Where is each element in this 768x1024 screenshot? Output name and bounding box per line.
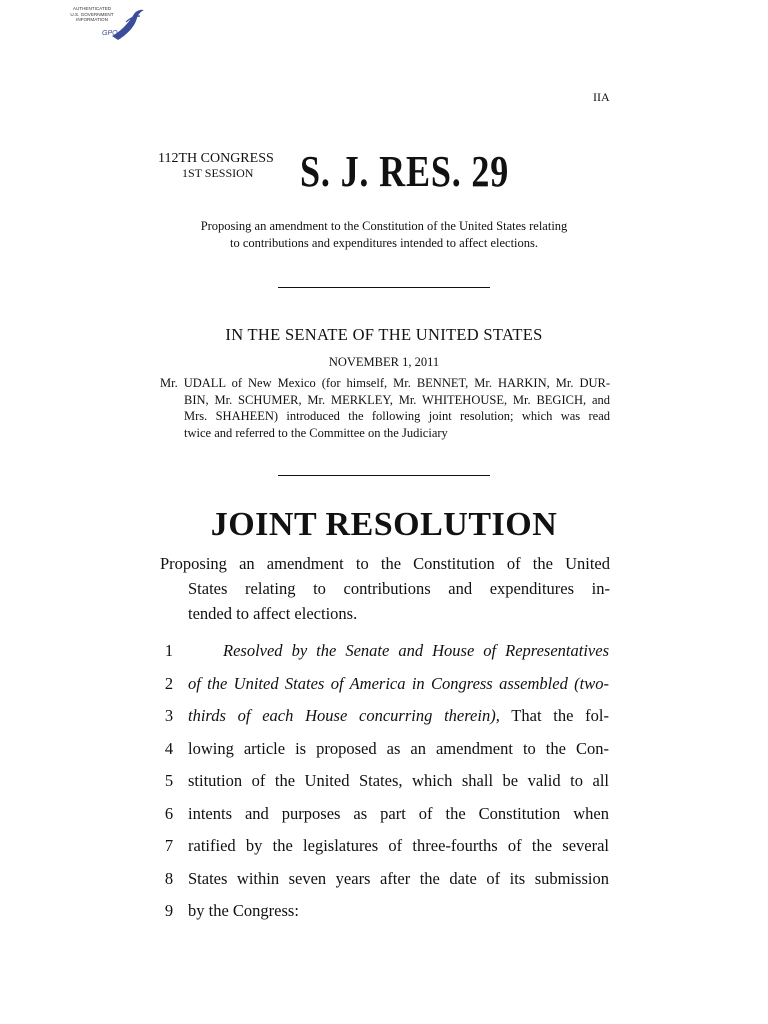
logo-text-line: U.S. GOVERNMENT — [70, 11, 114, 17]
text-line-italic: Resolved by the Senate and House of Representatives — [223, 641, 609, 660]
text-line — [188, 869, 609, 889]
chamber-heading: IN THE SENATE OF THE UNITED STATES — [225, 325, 543, 344]
text-line — [188, 901, 609, 921]
subtitle-line: Proposing an amendment to the Constitution of the United States relating — [200, 219, 568, 233]
text-line — [188, 674, 609, 694]
line-number: 3 — [164, 706, 174, 725]
purpose-paragraph — [160, 551, 610, 626]
divider-rule — [278, 475, 490, 476]
text-line — [188, 641, 609, 661]
text-line-plain: intents and purposes as part of the Constitution when — [188, 804, 609, 823]
gpo-authentication-logo — [62, 6, 148, 46]
line-number: 8 — [164, 869, 174, 888]
text-line-plain: by the Congress: — [188, 901, 299, 920]
sponsors-line: Mr. UDALL of New Mexico (for himself, Mr. BENNET, Mr. HARKIN, Mr. DUR- — [160, 376, 610, 390]
bill-version-code: IIA — [593, 90, 610, 104]
line-number: 2 — [164, 674, 174, 693]
line-number: 7 — [164, 836, 174, 855]
text-line-plain: That the fol- — [499, 706, 610, 725]
text-line-italic: thirds of each House concurring therein), — [188, 706, 500, 725]
text-line-plain: States within seven years after the date of its submission — [188, 869, 609, 888]
text-line-plain: stitution of the United States, which shall be valid to all — [188, 771, 609, 790]
session-label: 1ST SESSION — [182, 166, 254, 180]
subtitle-line: to contributions and expenditures intended to affect elections. — [229, 236, 538, 250]
line-number: 4 — [164, 739, 174, 758]
sponsors-paragraph — [160, 375, 610, 442]
sponsors-line: twice and referred to the Committee on the Judiciary — [184, 426, 448, 441]
text-line — [188, 804, 609, 824]
text-line-plain: lowing article is proposed as an amendment to the Con- — [188, 739, 609, 758]
purpose-line: Proposing an amendment to the Constitution of the United — [160, 554, 610, 573]
introduction-date: NOVEMBER 1, 2011 — [328, 355, 440, 369]
line-number: 5 — [164, 771, 174, 790]
text-line — [188, 739, 609, 759]
sponsors-line: BIN, Mr. SCHUMER, Mr. MERKLEY, Mr. WHITEHOUSE, Mr. BEGICH, and — [184, 392, 610, 407]
text-line — [188, 836, 609, 856]
text-line-italic: of the United States of America in Congress assembled (two- — [188, 674, 609, 693]
logo-text-line: INFORMATION — [76, 17, 108, 23]
purpose-line: tended to affect elections. — [188, 604, 358, 623]
line-number: 9 — [164, 901, 174, 920]
gpo-mark: GPO — [102, 30, 118, 37]
logo-text-line: AUTHENTICATED — [72, 6, 112, 11]
line-number: 6 — [164, 804, 174, 823]
bill-subtitle — [160, 218, 608, 252]
sponsors-line: Mrs. SHAHEEN) introduced the following joint resolution; which was read — [184, 409, 610, 424]
text-line — [188, 771, 609, 791]
text-line-plain: ratified by the legislatures of three-fourths of the several — [188, 836, 609, 855]
bill-number: S. J. RES. 29 — [300, 147, 510, 196]
resolution-heading: JOINT RESOLUTION — [210, 506, 558, 543]
congress-number: 112TH CONGRESS — [158, 151, 274, 166]
text-line — [188, 706, 609, 726]
divider-rule — [278, 287, 490, 288]
line-number: 1 — [164, 641, 174, 660]
purpose-line: States relating to contributions and expenditures in- — [188, 579, 610, 598]
eagle-icon — [106, 6, 148, 46]
